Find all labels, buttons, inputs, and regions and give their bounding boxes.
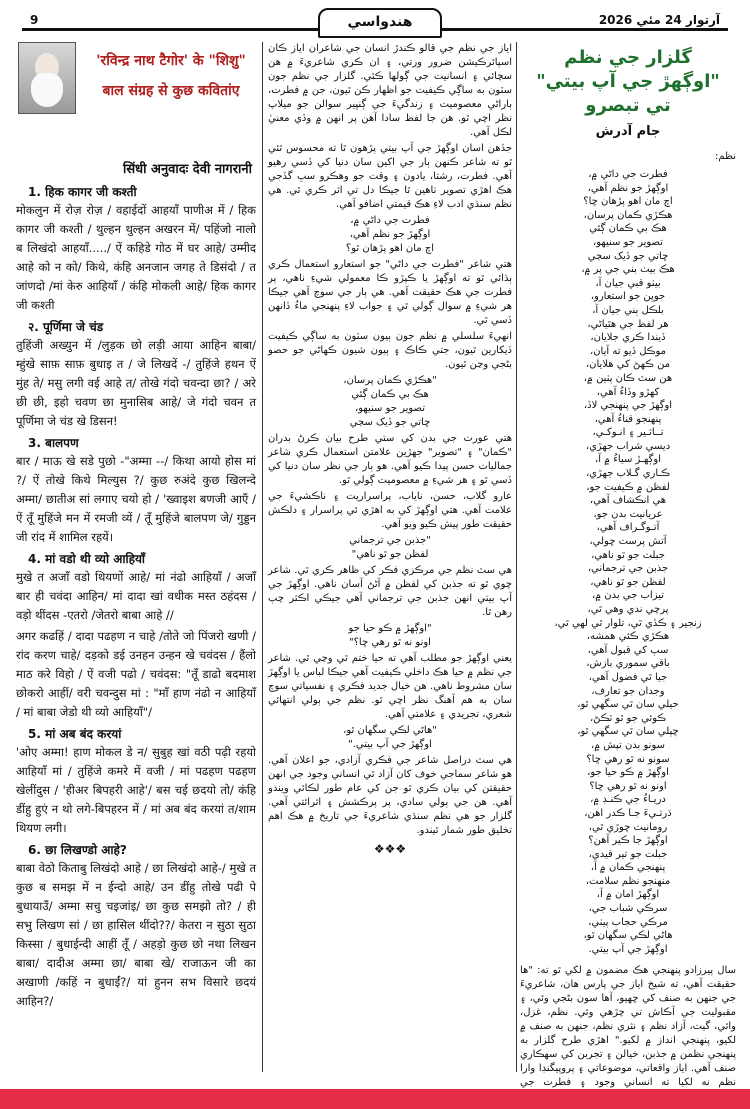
column-rule xyxy=(262,42,263,1072)
verse-line: باقي سموري بازش، xyxy=(586,658,670,670)
footer-bar xyxy=(0,1089,750,1109)
verse-line: اوڳهڙ جو نظم آهي، xyxy=(587,182,669,194)
verse-line: ڇاتي جو ڏيک سڄي xyxy=(349,417,431,428)
verse-line: ڪوئي جو ٿو ٽڪڻ، xyxy=(589,712,667,724)
page-header xyxy=(0,8,750,38)
verse-line: فطرت جي داڻي ۾، xyxy=(350,215,430,226)
verse-line: مرڪي حجاب پيٺي، xyxy=(588,916,668,928)
verse-line: اوڳهڙ جي آپ بيتي. xyxy=(588,943,668,955)
section-heading: 4. मां वडो थी व्यो आहियाँ xyxy=(28,552,146,566)
verse-line: اچ مان اهو پڙهان ٿو؟ xyxy=(345,243,435,254)
verse-line: "اوڳهڙ ۾ ڪو حيا جو xyxy=(348,623,432,634)
verse-line: ڌرتـيءَ جـا ڪدر اهن، xyxy=(584,807,672,819)
verse-line: پرچي ندي وهي ٿي، xyxy=(587,604,669,615)
verse-line: سونو بدن تپش ۾، xyxy=(590,739,666,751)
verse-line: هڪ بيٺ بني جي پر ۾، xyxy=(581,264,675,276)
quoted-verse xyxy=(268,374,512,430)
verse-line: دريـاءُ جي ڪنـڊ ۾، xyxy=(590,794,666,806)
section-heading: 3. बालपण xyxy=(28,436,79,450)
verse-line: جبلت جو تير قيدي، xyxy=(588,848,668,860)
verse-line: اوڳهڙ جي آپ بيتي." xyxy=(348,739,432,750)
body-paragraph: هي سٽ دراصل شاعر جي فڪري آزادي، جو اعلان آهي. هو شاعر سماجي خوف کان آزاد ٿي انساني وجود جي انهن حقيقتن کي بيان ڪري ٿو جن کي عام طور لڪائي ويندو آهي. هن جي ٻولي سادي، پر پرڪشش ۽ اثرائتي آهي. گلزار جو هي نظم سنڌي شاعريءَ جي تاريخ ۾ هڪ اهم تخليق طور شمار ٿيندو. xyxy=(268,755,512,836)
section-heading: 1. हिक कागर जी कश्ती xyxy=(28,185,137,199)
verse-line: اوڳهڙ ۾ ڪو حيا جو، xyxy=(587,767,669,779)
section-body: मुखे त अजाँ वडो थियणों आहे/ मां नंढो आहियाँ / अजाँ बार ही चवंदा आहिन/ मां दादा खां वधीक मस्त ठहंदस / वड़ो थींदस -एतरो /जेतरो बाबा आहे // xyxy=(16,570,256,622)
quoted-verse xyxy=(268,724,512,752)
section-heading: २. पूर्णिमा जे चंड xyxy=(28,320,104,334)
verse-line: هڪ بي ڪمان ڳئي xyxy=(351,389,429,400)
verse-line: لفظن ۾ ڪيفيت جو، xyxy=(586,481,670,493)
verse-line: کهڙو وڏاءُ آهي، xyxy=(596,386,660,398)
body-paragraph: سال پيرزادو پنهنجي هڪ مضمون ۾ لکي ٿو ته: "ها حقيقت آهي، ته شيخ اياز جي پارس هان، شاعريءَ جي جنهن به صنف کي ڇهيو، آها سون بڻجي وئي، ۽ مقبوليت جي آڪاش تي چڙهي وئي. نظم، غزل، وائي، گيت، آزاد نظم ۽ نثري نظم، جنهن به صنف ۾ لکيو، پنهنجي انداز ۾ لکيو." اهڙي طرح گلزار به پنهنجي نظمن ۾ جذبن، خيالن ۽ تجربن کي سهڪاري صنف آهي. اياز واقعاتي، موضوعاتي ۽ پروپيگنڊا وارا نظم نه لکيا ته انساني وجود ۽ فطرت جي xyxy=(520,965,736,1089)
verse-line: جذبن جي ترجماني، xyxy=(587,563,669,575)
verse-line: هن سٽ ڪان پٺين ۾، xyxy=(583,372,673,384)
article-end-mark: ❖❖❖ xyxy=(373,842,407,856)
poem-label: نظم: xyxy=(714,151,736,162)
verse-line: بلڪل ٻني جيان آ، xyxy=(592,304,664,316)
verse-line: تــاثـير ۽ انـوکـي، xyxy=(592,427,664,439)
verse-line: تصوير جو سنيهو، xyxy=(592,236,664,248)
issue-date: آرتوار 24 مئي 2026 xyxy=(595,13,724,27)
verse-line: تصوير جو سنيهو، xyxy=(354,403,426,414)
verse-line: هاڻي لڪي سگهان ٿو، xyxy=(583,930,673,942)
page-number: 9 xyxy=(26,13,42,27)
verse-line: ديسي شراب جهڙي، xyxy=(585,440,671,452)
portrait-beard xyxy=(31,73,63,107)
section-body: बाबा वेठो किताबु लिखंदो आहे / छा लिखंदो आहे-/ मुखे त कुछ ब समझ में न ईन्दो आहे/ उन डींहु तोखे पढी पे बुधायाउँ/ अम्मा सचु चइजांइ/ छा कुछ समझो तो? / ही सभु लिखण सां / छा हासिल थींदो??/ केतरा न सुठा सुठा किस्सा / बुधाईन्दी आहीं तूँ / अहड़ो कुछ छो नथा लिखन बाबा/ दादीअ अम्मा छा/ बाबा खे/ राजाऊन जी का अखाणी /कहिं न बुधाईं?/ यां हुनन सभ विसारे छदयं आहिन?/ xyxy=(16,861,256,1008)
verse-line: من ڪهڻ کي هلايان، xyxy=(585,359,671,371)
column-rule xyxy=(516,42,517,1072)
verse-line: اونو نه ٿو رهي ڇا؟ xyxy=(589,780,667,792)
verse-line: اوڳهڙ جا ڪير آهن؟ xyxy=(588,835,668,847)
verse-line: لفظن جو ٿو ناهي، xyxy=(590,576,666,588)
verse-line: "جذبن جي ترجماني xyxy=(349,535,431,546)
verse-line: عريانيت بدن جو، xyxy=(593,508,663,520)
verse-line: ڏيندا ڪري جلايان، xyxy=(590,332,666,344)
verse-line: اوڳهڙ جي پنهنجي لاڏ، xyxy=(583,400,673,412)
verse-line: اوڳهـڙ سياءُ ۾ آ، xyxy=(595,454,661,466)
review-middle-column xyxy=(268,42,512,1072)
review-right-column xyxy=(520,42,736,1089)
section-body: मोकलुन में रोज़ रोज़ / वहाईदों आहयाँ पाणीअ में / हिक कागर जी कश्ती / थुल्हन थुल्हन अखरन में/ पहिंजो नालो ब लिखंदो आहयाँ...../ ऐं कहिडे गोठ में घर आहे/ उम्मीद आहे को न को/ किथे, कंहि अनजान जगह ते डिसंदो / त जांणदो /मां केरु आहियाँ / कंहि मोकली आहे/ हिक कागर जी कश्ती xyxy=(16,203,256,312)
verse-line: "هڪڙي ڪمان پرسان، xyxy=(343,375,437,386)
poems-title: 'रविन्द्र नाथ टैगोर' के "शिशु" बाल संग्रह से कुछ कवितांए xyxy=(96,53,246,99)
section-body: बार / माऊ खे सडे पुछो -"अम्मा --/ किथा आयो होस मां ?/ ऐं तोखे किथे मिल्युस ?/ कुछ रुअंदे कुछ खिलन्दे अम्मा/ छातीअ सां लगाए चयो हो / 'ख्वाइश बणजी आएँ / ऐं तूँ मुहिंजे मन में रमजी व्यें / तूँ मुहिंजे बालपण जे/ गुड्डन जी रांद में शामिल रहयें। xyxy=(16,454,256,544)
body-paragraph: هتي شاعر "فطرت جي داڻي" جو استعارو استعمال ڪري ٻڌائي ٿو ته اوڳهڙ يا ڪپڙو ڪا معمولي شيءِ ناهي، پر فطرت جي هڪ حقيقت آهي. هي ٻار جي سوچ آهي جيڪا هر شيءِ ۾ سوال ڳولي ٿي ۽ جواب لاءِ پنهنجي ماءُ ڏانهن ڏسي ٿي. xyxy=(268,259,512,326)
poem-verse xyxy=(520,168,736,956)
verse-line: هڪڙي ڪمان پرسان، xyxy=(583,209,673,221)
verse-line: آتـوگـراف آهي، xyxy=(596,522,660,534)
tagore-portrait xyxy=(18,42,76,114)
article-author: جام آدرش xyxy=(595,124,661,139)
verse-line: زنجير ۽ ڪڏي ٿي، تلوار ٿي لهي ٿي، xyxy=(554,617,702,629)
verse-line: اچ مان اهو پڙهان ڇا؟ xyxy=(583,196,673,208)
verse-line: تيزاب جي بدن ۾، xyxy=(591,590,665,602)
quoted-verse xyxy=(268,214,512,256)
article-title: گلزار جي نظم xyxy=(564,47,692,68)
verse-line: اوڳهڙ جو نظم آهي، xyxy=(349,229,431,240)
poems-header xyxy=(16,42,256,157)
verse-line: موڪل ڏيو ته آيان، xyxy=(589,345,667,357)
verse-line: جوڀن جو استعارو، xyxy=(590,291,666,303)
body-paragraph: اياز جي نظم جي قالو ڪندڙ انسان جي شاعران اياز ڪان اسپائرڪيشن ضرور ورتي، ۽ ان ڪري شاعريءَ ۾ هن سچائي ۽ انسانيت جي ڳولها ڪئي. گلزار جي نظم جون سٽون به ساڳي ڪيفيت جو اظهار ڪن ٿيون، جن ۾ فطرت، ٻاراڻي معصوميت ۽ زندگيءَ جي ڳنڀير سوالن جو ميلاپ نظر اچي ٿو. هن جا لفظ سادا آهن پر انهن ۾ وڏي معنيٰ لڪل آهي. xyxy=(268,43,512,138)
article-subtitle: تي تبصرو xyxy=(585,95,671,116)
verse-line: اونو نه ٿو رهي ڇا؟" xyxy=(349,637,431,648)
verse-line: اوڳهڙ امان ۾ آ، xyxy=(596,889,660,901)
section-body: 'ओए अम्मा! हाण मोकल डे न/ सुबुह खां वठी पढ़ी रहयो आहियाँ मां / तुहिंजे कमरे में वजी / मां पढहण पढहण खेलींदुस / 'हीअर बिपहरी आहे'/ बस चई छदयो तो/ कंहि डींहु हुएं न थो लगे-बिपहरन में / मां अब बंद करयां त/शाम थियण लगी। xyxy=(16,745,256,835)
verse-line: سپ کي قبول آهي، xyxy=(587,644,669,656)
verse-line: آتش پرست ڇولي، xyxy=(589,536,667,548)
article-subtitle: "اوڳهڙ جي آپ بيتي" xyxy=(536,71,720,92)
section-heading: 6. छा लिखण्डो आहे? xyxy=(28,843,127,857)
verse-line: سرڪي شباب جي، xyxy=(588,903,668,915)
hindi-poems-column xyxy=(16,42,256,1072)
quoted-verse xyxy=(268,534,512,562)
verse-line: ڇاتي جو ڏيک سڄي xyxy=(587,250,669,262)
body-paragraph: انهيءَ سلسلي ۾ نظم جون ٻيون سٽون به ساڳي ڪيفيت ڏيکارين ٿيون، جتي ڪاڪ ۽ ٻيون شيون ڪهاڻي جو حصو بڻجي وڃن ٿيون. xyxy=(268,331,512,370)
verse-line: جبلت جو ٿو ناهي، xyxy=(591,549,665,561)
body-paragraph: هي سٽ نظم جي مرڪزي فڪر کي ظاهر ڪري ٿي. شاعر چوي ٿو ته جذبن کي لفظن ۾ آڻڻ آسان ناهي. اوڳهڙ جي آپ بيتي انهن جذبن جي ترجماني آهي جيڪي اڪثر چپ رهن ٿا. xyxy=(268,565,512,618)
verse-line: "هاڻي لڪي سگهان ٿو، xyxy=(343,725,437,736)
section-body: अगर कढहिं / दादा पढहण न चाहे /तोते जो पिंजरो खणी /रांद करण चाहे/ दड़को डई उनहन उन्हन खे चवंदस / हैंलो माठ करे विहो / ऐं वजी पढो / चवंदस: "तूँ डाढो बदमाश छोकरो आहीं/ वरी चवन्दुस मां : "माँ हाण नंढो न आहियाँ / मां बाबा जेडो थी व्यो आहियाँ"/ xyxy=(16,629,256,719)
masthead-logo: هندواسي xyxy=(318,8,442,38)
verse-line: ڪـاري گـلاب جهڙي، xyxy=(585,468,671,480)
verse-line: فطرت جي داڻي ۾، xyxy=(588,169,668,180)
verse-line: ڇپلي سان ٿي سگهي ٿو، xyxy=(577,726,679,738)
verse-line: منهنجو نظم سلامت، xyxy=(585,875,671,887)
verse-line: سونو نه ٿو رهي ڇا؟ xyxy=(586,753,670,765)
section-heading: 5. मां अब बंद करयां xyxy=(28,727,122,741)
verse-line: هڪڙي ڪئي همشه، xyxy=(586,631,670,643)
verse-line: هر لفظ جي هٿياڻي، xyxy=(587,318,669,330)
body-paragraph: جڏهن اسان اوڳهڙ جي آپ بيتي پڙهون ٿا ته محسوس ٿئي ٿو ته شاعر ڪنهن ٻار جي اکين سان دنيا کي ڏسي رهيو آهي. فطرت، رشتا، يادون ۽ وقت جو وهڪرو سڀ گڏجي هڪ اهڙي تصوير ٺاهين ٿا جيڪا دل تي اثر ڪري ٿي. هي نظم سنڌي ادب لاءِ هڪ قيمتي اضافو آهي. xyxy=(268,143,512,210)
verse-line: وجدان جو تعارف، xyxy=(591,685,665,697)
translator-credit: सिंधी अनुवादः देवी नागरानी xyxy=(122,162,252,177)
verse-line: هي انڪشاف آهي، xyxy=(589,495,667,507)
verse-line: بيٺو قبي جيان آ، xyxy=(595,277,661,289)
body-paragraph: يعني اوڳهڙ جو مطلب آهي ته حيا ختم ٿي وڃي ٿي. شاعر جي نظم ۾ حيا هڪ داخلي ڪيفيت آهي جيڪا لباس يا اوڳهڙ سان مشروط ناهي. هن خيال جديد فڪري ۽ نفسياتي سوچ سان به هم آهنگ نظر اچي ٿو. نظم جي ٻولي انتهائي شعري، تجريدي ۽ علامتي آهي. xyxy=(268,653,512,720)
verse-line: حيلي سان ٿي سگهي ٿو، xyxy=(577,699,679,711)
verse-line: پنهنجي ڪمان ۾ آ، xyxy=(590,862,666,874)
verse-line: جيا ٿي فضول آهي، xyxy=(588,671,668,683)
body-paragraph: هتي عورت جي بدن کي ستي طرح بيان ڪرڻ بدران "ڪمان" ۽ "تصوير" جهڙين علامتن استعمال ڪري شاعر جماليات حسن پيدا ڪيو آهي. هو ٻار جي نظر سان دنيا کي ڏسي ٿو ۽ هر شيءِ ۾ معصوميت ڳولي ٿو. xyxy=(268,433,512,486)
quoted-verse xyxy=(268,622,512,650)
verse-line: پنهنجو قناءُ آهي، xyxy=(594,413,662,425)
body-paragraph: عارو گلاب، حسن، ناياب، پراسراريت ۽ ناڪشيءَ جي علامت آهي. هتي اوڳهڙ کي به اهڙي ئي پراسرار ۽ دلڪش حقيقت طور پيش ڪيو ويو آهي. xyxy=(268,491,512,530)
verse-line: هڪ بي ڪمان ڳئي xyxy=(589,223,667,235)
section-body: तुहिंजी अख्युन में /लुड़क छो लड़ी आया आहिन बाबा/ म्हुंखे साफ़ साफ़ बुधाइ त / जे लिखदें -/ तुहिंजे हथन ऐं मुंह ते/ मसु लगी वई आहे त/ तोखे गंदो चवन्दा छा? / अरे छी छी, इहो चवण छा मुनासिब आहे/ जे गंदो चवन त पूर्णिमा जे चंड खे डिसन! xyxy=(16,338,256,428)
verse-line: لفظن جو ٿو ناهي" xyxy=(351,549,429,560)
verse-line: رومانيت ڇوڙي ٿي، xyxy=(588,821,668,833)
